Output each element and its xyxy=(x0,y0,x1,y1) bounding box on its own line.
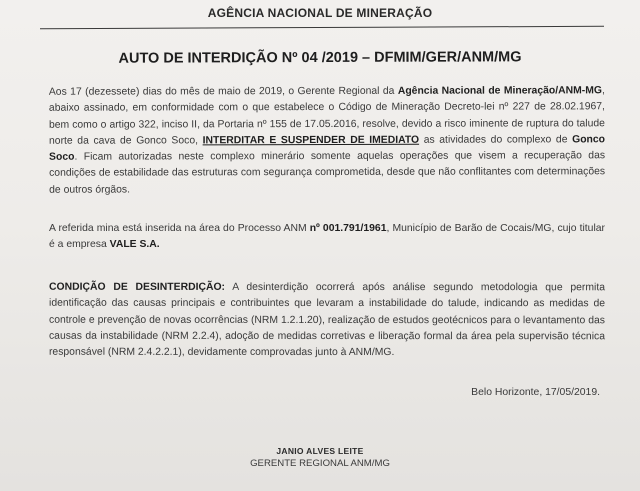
company-name: VALE S.A. xyxy=(109,239,160,251)
signatory-name: JANIO ALVES LEITE xyxy=(276,446,364,456)
paragraph-process xyxy=(49,221,605,254)
p1-text-a: Aos 17 (dezessete) dias do mês de maio de 2019, o Gerente Regional da xyxy=(48,85,398,98)
document-title: AUTO DE INTERDIÇÃO Nº 04 /2019 – DFMIM/GER/ANM/MG xyxy=(118,49,522,67)
condition-label: CONDIÇÃO DE DESINTERDIÇÃO: xyxy=(49,281,226,293)
paragraph-interdiction xyxy=(49,83,605,199)
condition-text: A desinterdição ocorrerá após análise segundo metodologia que permita identificação das causas principais e contribuintes que levaram a instabilidade do talude, indicando as medidas de controle e prevenção de novas ocorrências (NRM 1.2.1.20), realização de estudos geotécnicos para o levantamento das causas da instabilidade (NRM 2.2.4), adoção de medidas corretivas e liberação formal da área pela supervisão técnica responsável (NRM 2.4.2.2.1), devidamente comprovadas junto à ANM/MG. xyxy=(48,281,606,359)
agency-header: AGÊNCIA NACIONAL DE MINERAÇÃO xyxy=(207,6,433,20)
process-number: nº 001.791/1961 xyxy=(309,223,387,234)
paragraph-condition xyxy=(49,280,605,362)
signatory-role: GERENTE REGIONAL ANM/MG xyxy=(250,458,390,469)
p1-text-d: . Ficam autorizadas neste complexo minerário somente aquelas operações que visem a recuperação das condições de estabilidade das estruturas com segurança comprometida, desde que não conflitantes com determinações de outros órgãos. xyxy=(49,150,606,196)
p1-text-b: , abaixo assinado, em conformidade com o que estabelece o Código de Mineração Decreto-lei nº 227 de 28.02.1967, bem como o artigo 322, inciso II, da Portaria nº 155 de 17.05.2016, resolve, devido a risco iminente de ruptura do talude norte da cava de Gonco Soco, xyxy=(48,85,605,147)
interdiction-action: INTERDITAR E SUSPENDER DE IMEDIATO xyxy=(202,134,420,147)
agency-name: Agência Nacional de Mineração/ANM-MG xyxy=(397,85,602,97)
p1-text-c: as atividades do complexo de xyxy=(419,134,573,146)
p2-text-b: , Município de Barão de Cocais/MG, cujo titular é a empresa xyxy=(49,223,606,251)
complex-name: Gonco Soco xyxy=(49,134,606,163)
place-date: Belo Horizonte, 17/05/2019. xyxy=(471,387,600,398)
header-rule xyxy=(40,26,604,29)
p2-text-a: A referida mina está inserida na área do Processo ANM xyxy=(49,223,310,234)
